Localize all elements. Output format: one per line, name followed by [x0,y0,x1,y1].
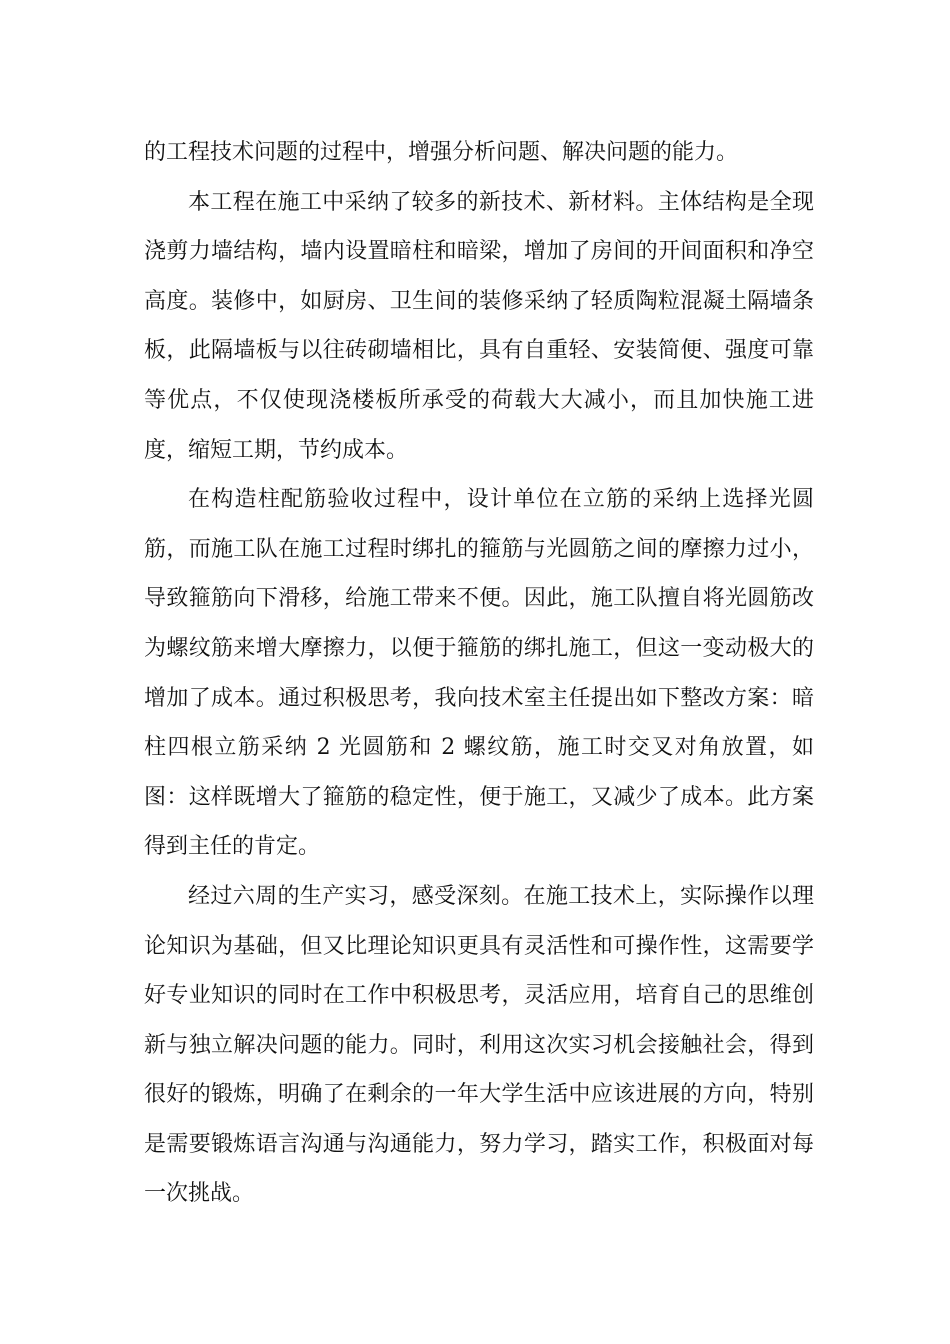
paragraph-rebar-inspection: 在构造柱配筋验收过程中，设计单位在立筋的采纳上选择光圆筋，而施工队在施工过程时绑扎的箍筋与光圆筋之间的摩擦力过小，导致箍筋向下滑移，给施工带来不便。因此，施工队擅自将光圆筋改为螺纹筋来增大摩擦力，以便于箍筋的绑扎施工，但这一变动极大的增加了成本。通过积极思考，我向技术室主任提出如下整改方案：暗柱四根立筋采纳 2 光圆筋和 2 螺纹筋，施工时交叉对角放置，如图：这样既增大了箍筋的稳定性，便于施工，又减少了成本。此方案得到主任的肯定。 [144,487,814,860]
paragraph-internship-summary: 经过六周的生产实习，感受深刻。在施工技术上，实际操作以理论知识为基础，但又比理论知识更具有灵活性和可操作性，这需要学好专业知识的同时在工作中积极思考，灵活应用，培育自己的思维创新与独立解决问题的能力。同时，利用这次实习机会接触社会，得到很好的锻炼，明确了在剩余的一年大学生活中应该进展的方向，特别是需要锻炼语言沟通与沟通能力，努力学习，踏实工作，积极面对每一次挑战。 [144,883,814,1207]
paragraph-continuation: 的工程技术问题的过程中，增强分析问题、解决问题的能力。 [144,140,739,165]
paragraph-new-materials: 本工程在施工中采纳了较多的新技术、新材料。主体结构是全现浇剪力墙结构，墙内设置暗柱和暗梁，增加了房间的开间面积和净空高度。装修中，如厨房、卫生间的装修采纳了轻质陶粒混凝土隔墙条板，此隔墙板与以往砖砌墙相比，具有自重轻、安装简便、强度可靠等优点，不仅使现浇楼板所承受的荷载大大减小，而且加快施工进度，缩短工期，节约成本。 [144,189,814,463]
document-body [144,128,814,1219]
